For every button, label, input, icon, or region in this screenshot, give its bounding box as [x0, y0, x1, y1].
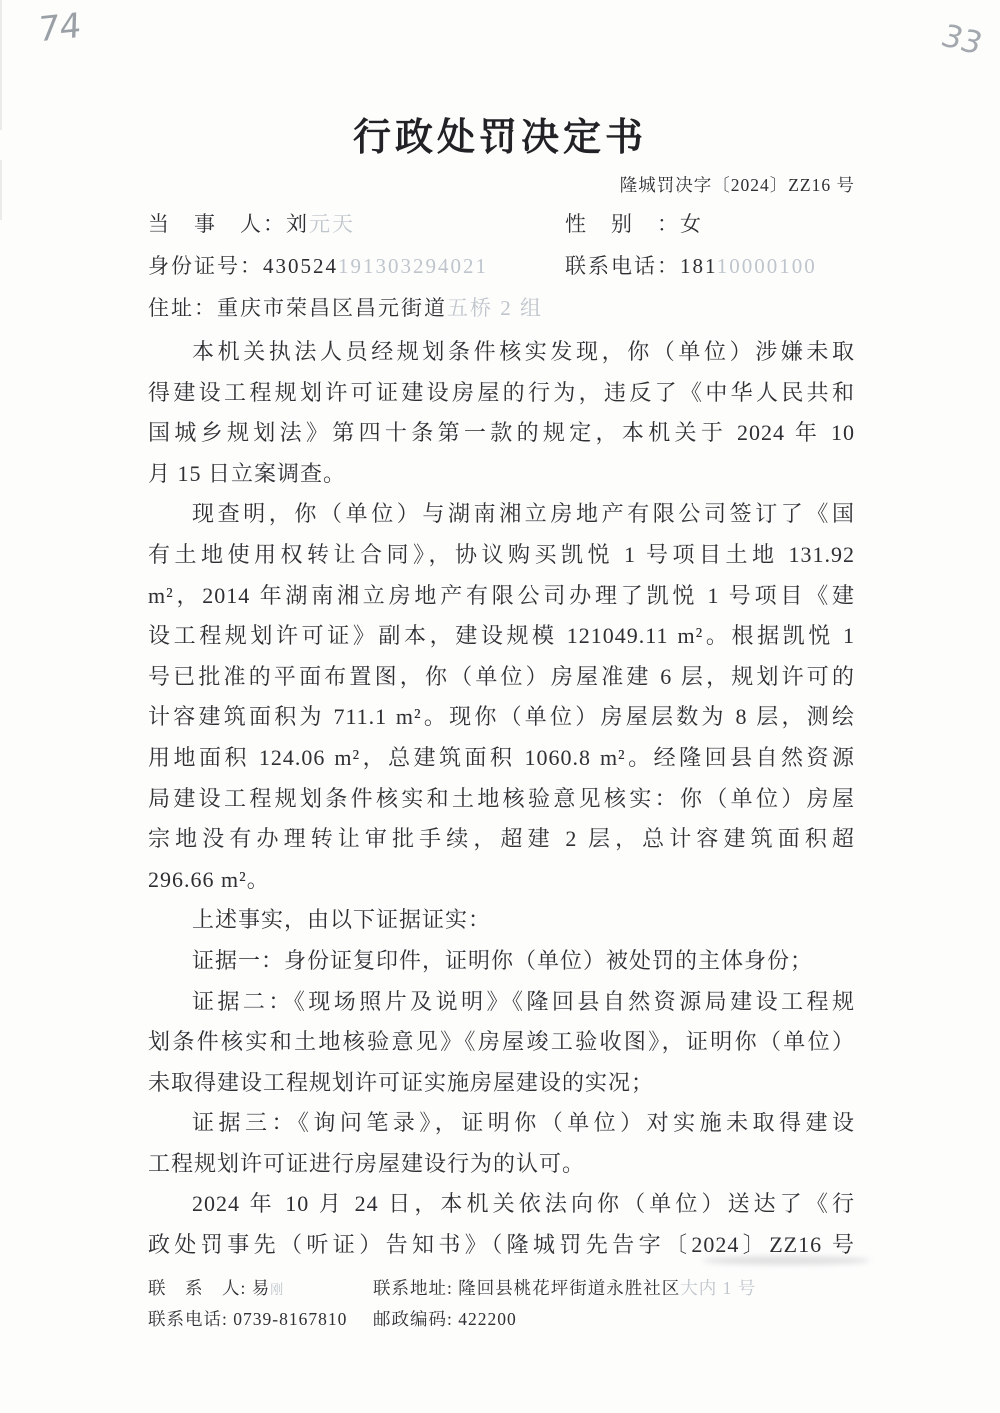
body-line: m²，2014 年湖南湘立房地产有限公司办理了凯悦 1 号项目《建: [148, 582, 855, 608]
body-line: 用地面积 124.06 m²，总建筑面积 1060.8 m²。经隆回县自然资源: [148, 744, 855, 770]
party-gender-value: 女: [680, 212, 703, 236]
body-line: 计容建筑面积为 711.1 m²。现你（单位）房屋层数为 8 层，测绘: [148, 704, 855, 730]
footer-phone-value: 0739-8167810: [233, 1309, 348, 1329]
party-address-redacted: 五桥 2 组: [447, 296, 543, 320]
body-line: 号已批准的平面布置图，你（单位）房屋准建 6 层，规划许可的: [148, 663, 855, 689]
body-line: 政处罚事先（听证）告知书》（隆城罚先告字〔2024〕ZZ16 号: [148, 1232, 855, 1258]
footer-contact-value: 易: [251, 1278, 271, 1298]
document-title: 行政处罚决定书: [352, 117, 647, 159]
party-phone-label: 联系电话：: [565, 254, 680, 278]
footer-contact-redacted: 刚: [270, 1282, 285, 1297]
body-line: 工程规划许可证进行房屋建设行为的认可。: [148, 1150, 586, 1176]
body-line: 未取得建设工程规划许可证实施房屋建设的实况；: [148, 1069, 655, 1095]
party-name-redacted: 元天: [309, 212, 355, 236]
footer-address-field: [373, 1275, 908, 1300]
footer-address-redacted: 大内 1 号: [680, 1278, 757, 1298]
body-line: 国城乡规划法》第四十条第一款的规定，本机关于 2024 年 10: [148, 420, 855, 446]
party-phone-field: [565, 250, 878, 280]
footer-address-label: 联系地址:: [373, 1278, 459, 1298]
body-line: 设工程规划许可证》副本，建设规模 121049.11 m²。根据凯悦 1: [148, 623, 855, 649]
body-line: 现查明，你（单位）与湖南湘立房地产有限公司签订了《国: [192, 501, 855, 527]
scan-smudge-artifact: [702, 1256, 870, 1265]
party-name-field: [148, 208, 565, 238]
body-line: 上述事实，由以下证据证实：: [192, 907, 492, 933]
handwritten-page-number-top-left: 74: [37, 5, 82, 51]
body-line: 本机关执法人员经规划条件核实发现，你（单位）涉嫌未取: [192, 339, 855, 364]
footer-row-2: [148, 1303, 908, 1334]
body-line: 有土地使用权转让合同》，协议购买凯悦 1 号项目土地 131.92: [148, 541, 855, 567]
footer-postcode-field: [373, 1306, 908, 1331]
party-info-row-2: [148, 244, 878, 286]
party-address-value: 重庆市荣昌区昌元街道: [217, 296, 447, 320]
party-id-label: 身份证号：: [148, 254, 263, 278]
party-phone-value: 181: [680, 254, 718, 278]
party-name-label: 当 事 人：: [148, 212, 286, 236]
body-line: 宗地没有办理转让审批手续，超建 2 层，总计容建筑面积超: [148, 826, 855, 852]
footer-address-value: 隆回县桃花坪街道永胜社区: [458, 1278, 681, 1298]
footer-contact-label: 联 系 人:: [148, 1278, 252, 1298]
body-line: 月 15 日立案调查。: [148, 460, 347, 486]
party-address-field: [148, 292, 543, 322]
footer-postcode-label: 邮政编码:: [373, 1309, 459, 1329]
footer-row-1: [148, 1272, 908, 1303]
document-number: 隆城罚决字〔2024〕ZZ16 号: [619, 175, 855, 195]
body-line: 划条件核实和土地核验意见》《房屋竣工验收图》，证明你（单位）: [148, 1029, 855, 1055]
party-id-field: [148, 250, 565, 280]
body-line: 2024 年 10 月 24 日，本机关依法向你（单位）送达了《行: [192, 1191, 855, 1217]
footer-phone-label: 联系电话:: [148, 1309, 234, 1329]
body-line: 证据三：《询问笔录》，证明你（单位）对实施未取得建设: [192, 1110, 855, 1136]
footer-contact-field: [148, 1275, 373, 1300]
party-name-value: 刘: [286, 212, 309, 236]
footer-postcode-value: 422200: [458, 1309, 517, 1329]
body-line: 证据一：身份证复印件，证明你（单位）被处罚的主体身份；: [192, 947, 814, 973]
party-address-label: 住址：: [148, 296, 217, 320]
handwritten-page-number-top-right: 33: [936, 18, 988, 62]
party-info-row-3: [148, 286, 878, 328]
body-line: 局建设工程规划条件核实和土地核验意见核实：你（单位）房屋: [148, 785, 855, 811]
party-info-row-1: [148, 202, 878, 244]
document-footer: [148, 1272, 908, 1334]
party-id-value: 430524: [263, 254, 338, 278]
document-body: [148, 332, 855, 1266]
party-info-section: [148, 202, 878, 328]
party-gender-field: [565, 208, 878, 238]
body-line: 296.66 m²。: [148, 866, 270, 892]
body-line: 得建设工程规划许可证建设房屋的行为，违反了《中华人民共和: [148, 379, 855, 405]
footer-phone-field: [148, 1306, 373, 1331]
scan-edge-artifact: [0, 160, 2, 220]
body-line: 证据二：《现场照片及说明》《隆回县自然资源局建设工程规: [192, 988, 855, 1014]
party-id-redacted: 191303294021: [338, 254, 488, 278]
party-gender-label: 性 别 ：: [565, 212, 680, 236]
party-phone-redacted: 10000100: [717, 254, 817, 278]
